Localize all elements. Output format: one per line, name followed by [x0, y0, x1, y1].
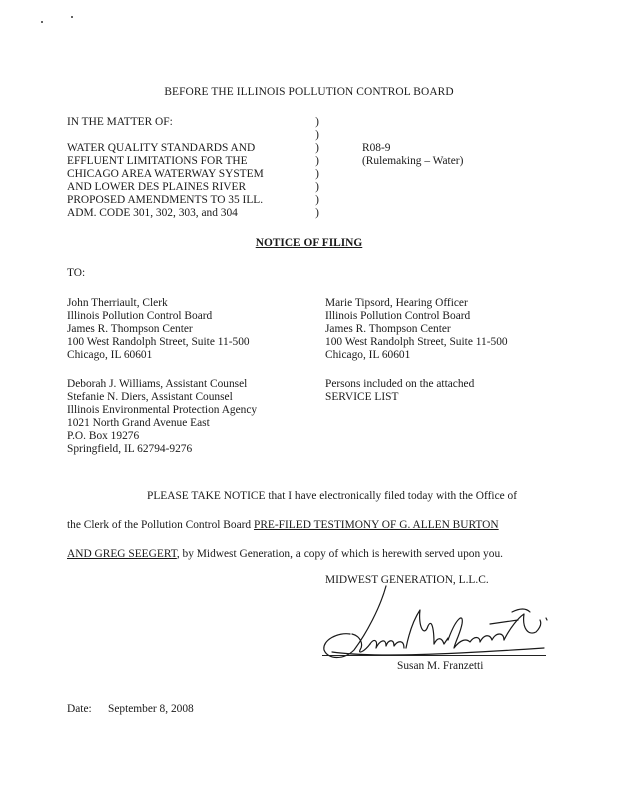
signature-stroke	[512, 609, 530, 612]
scan-speck	[71, 16, 73, 18]
signature-stroke	[370, 641, 404, 648]
address-line: James R. Thompson Center	[67, 323, 193, 335]
address-line: 100 West Randolph Street, Suite 11-500	[67, 336, 250, 348]
address-line: John Therriault, Clerk	[67, 297, 168, 309]
address-line: Marie Tipsord, Hearing Officer	[325, 297, 468, 309]
address-line: James R. Thompson Center	[325, 323, 451, 335]
signature-stroke	[448, 618, 504, 648]
notice-paragraph-line-1: PLEASE TAKE NOTICE that I have electronically filed today with the Office of	[147, 490, 518, 502]
signature-stroke	[504, 614, 541, 640]
recipient-service-list	[325, 378, 474, 404]
address-line: SERVICE LIST	[325, 391, 399, 403]
paren: )	[315, 168, 319, 180]
address-line: Springfield, IL 62794-9276	[67, 443, 193, 455]
signature-stroke	[332, 648, 544, 655]
paren: )	[315, 207, 319, 219]
notice-paragraph-line-3	[67, 548, 503, 561]
paren: )	[315, 142, 319, 154]
docket-info	[362, 142, 463, 168]
testimony-title: PRE-FILED TESTIMONY OF G. ALLEN BURTON	[253, 519, 499, 531]
paren: )	[315, 155, 319, 167]
caption-line: CHICAGO AREA WATERWAY SYSTEM	[67, 168, 264, 180]
scan-speck	[41, 21, 43, 23]
signer-name: Susan M. Franzetti	[397, 660, 484, 672]
recipient-clerk	[67, 297, 250, 362]
testimony-title-cont: AND GREG SEEGERT	[67, 548, 177, 560]
caption-line: PROPOSED AMENDMENTS TO 35 ILL.	[67, 194, 264, 206]
caption-parentheses	[312, 116, 322, 220]
signer-organization: MIDWEST GENERATION, L.L.C.	[325, 574, 489, 586]
page-title: BEFORE THE ILLINOIS POLLUTION CONTROL BOARD	[164, 86, 454, 98]
signature-stroke	[434, 638, 448, 644]
date-value: September 8, 2008	[108, 703, 194, 715]
address-line: Stefanie N. Diers, Assistant Counsel	[67, 391, 233, 403]
matter-heading: IN THE MATTER OF:	[67, 116, 173, 128]
address-line: 100 West Randolph Street, Suite 11-500	[325, 336, 508, 348]
address-line: 1021 North Grand Avenue East	[67, 417, 210, 429]
caption-line: EFFLUENT LIMITATIONS FOR THE	[67, 155, 248, 167]
paren: )	[315, 116, 319, 128]
signature-stroke	[406, 610, 434, 648]
recipient-epa	[67, 378, 257, 456]
body-text: , by Midwest Generation, a copy of which is herewith served upon you.	[176, 548, 503, 560]
notice-title: NOTICE OF FILING	[255, 237, 363, 249]
recipient-hearing-officer	[325, 297, 508, 362]
case-caption	[67, 142, 307, 220]
signature-stroke	[546, 618, 547, 620]
signature-line	[322, 655, 546, 656]
address-line: Chicago, IL 60601	[67, 349, 153, 361]
paren: )	[315, 129, 319, 141]
docket-number: R08-9	[362, 142, 391, 154]
paren: )	[315, 194, 319, 206]
paren: )	[315, 181, 319, 193]
body-text: the Clerk of the Pollution Control Board	[67, 519, 254, 531]
address-line: P.O. Box 19276	[67, 430, 140, 442]
address-line: Deborah J. Williams, Assistant Counsel	[67, 378, 248, 390]
address-line: Illinois Pollution Control Board	[67, 310, 213, 322]
address-line: Chicago, IL 60601	[325, 349, 411, 361]
caption-line: AND LOWER DES PLAINES RIVER	[67, 181, 247, 193]
notice-paragraph-line-2	[67, 519, 499, 532]
docket-type: (Rulemaking – Water)	[362, 155, 464, 167]
address-line: Persons included on the attached	[325, 378, 475, 390]
caption-line: WATER QUALITY STANDARDS AND	[67, 142, 256, 154]
address-line: Illinois Pollution Control Board	[325, 310, 471, 322]
caption-line: ADM. CODE 301, 302, 303, and 304	[67, 207, 238, 219]
address-line: Illinois Environmental Protection Agency	[67, 404, 258, 416]
date-label: Date:	[67, 703, 92, 715]
to-label: TO:	[67, 267, 86, 279]
